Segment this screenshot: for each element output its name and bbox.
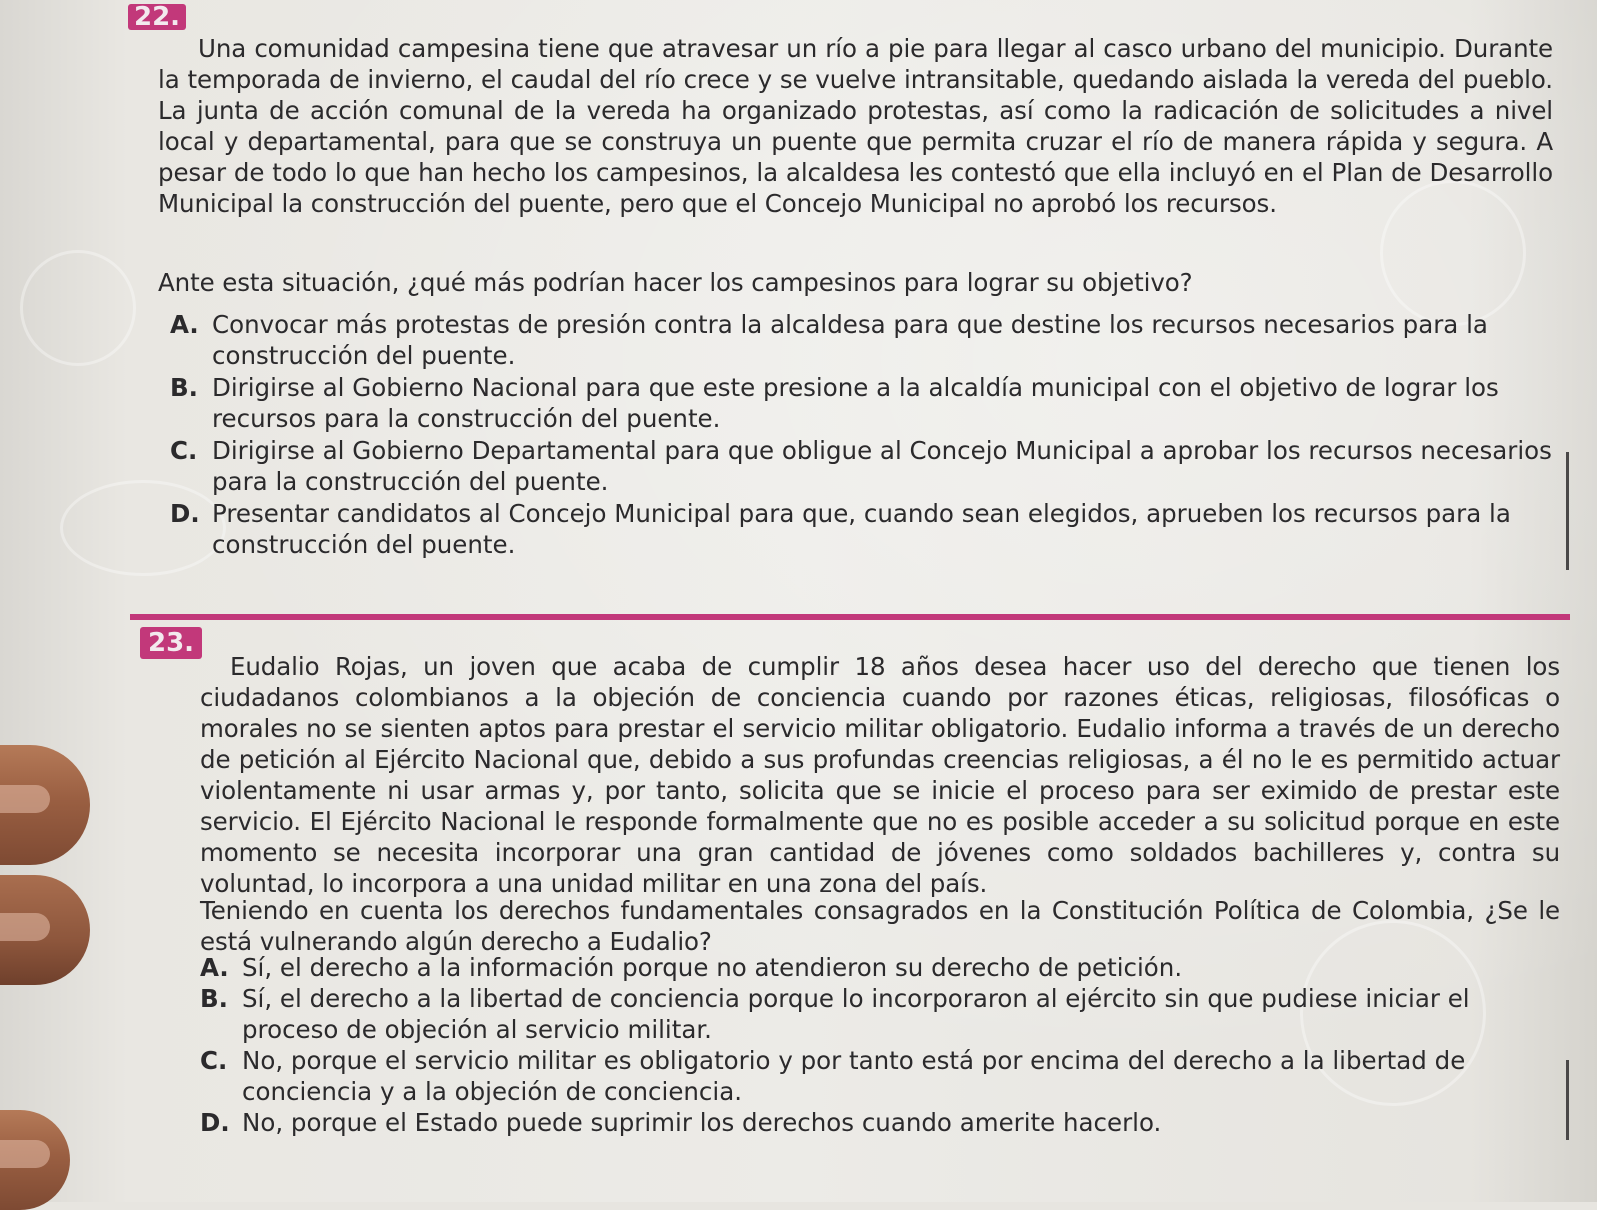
page-edge-mark [1566,1060,1569,1140]
finger-holding-page [0,745,90,865]
answer-option-a[interactable] [200,952,1560,983]
option-letter: C. [200,1046,228,1075]
finger-holding-page [0,1110,70,1210]
question-number: 22. [128,4,186,30]
answer-option-d[interactable] [200,1107,1560,1138]
question-number: 23. [140,627,202,659]
fingernail [0,913,50,941]
option-letter: A. [200,953,229,982]
option-text: No, porque el Estado puede suprimir los derechos cuando amerite hacerlo. [242,1108,1162,1137]
option-text: Convocar más protestas de presión contra la alcaldesa para que destine los recursos necesarios para la construcción del puente. [212,310,1488,370]
question-prompt: Ante esta situación, ¿qué más podrían hacer los campesinos para lograr su objetivo? [158,267,1193,297]
option-letter: B. [200,984,228,1013]
answer-option-d[interactable] [170,498,1555,560]
answer-option-b[interactable] [200,983,1560,1045]
section-divider [130,614,1570,620]
answer-option-c[interactable] [200,1045,1560,1107]
answer-option-c[interactable] [170,435,1555,497]
option-text: No, porque el servicio militar es obligatorio y por tanto está por encima del derecho a la libertad de conciencia y a la objeción de conciencia. [242,1046,1466,1106]
answer-options [200,952,1560,1138]
option-letter: C. [170,436,198,465]
option-letter: A. [170,310,199,339]
question-stem: Una comunidad campesina tiene que atravesar un río a pie para llegar al casco urbano del municipio. Durante la temporada de invierno, el caudal del río crece y se vuelve intransitable, quedando aislada la vereda del pueblo. La junta de acción comunal de la vereda ha organizado protestas, así como la radicación de solicitudes a nivel local y departamental, para que se construya un puente que permita cruzar el río de manera rápida y segura. A pesar de todo lo que han hecho los campesinos, la alcaldesa les contestó que ella incluyó en el Plan de Desarrollo Municipal la construcción del puente, pero que el Concejo Municipal no aprobó los recursos. [158,33,1553,218]
answer-options [170,309,1555,561]
option-letter: D. [170,499,200,528]
fingernail [0,785,50,813]
option-text: Sí, el derecho a la información porque no atendieron su derecho de petición. [242,953,1183,982]
finger-holding-page [0,875,90,985]
answer-option-b[interactable] [170,372,1555,434]
background-ornament [20,250,136,366]
question-stem: Eudalio Rojas, un joven que acaba de cumplir 18 años desea hacer uso del derecho que tienen los ciudadanos colombianos a la objeción de conciencia cuando por razones éticas, religiosas, filosóficas o morales no se sienten aptos para prestar el servicio militar obligatorio. Eudalio informa a través de un derecho de petición al Ejército Nacional que, debido a sus profundas creencias religiosas, a él no le es permitido actuar violentamente ni usar armas y, por tanto, solicita que se inicie el proceso para ser eximido de prestar este servicio. El Ejército Nacional le responde formalmente que no es posible acceder a su solicitud porque en este momento se necesita incorporar una gran cantidad de jóvenes como soldados bachilleres y, contra su voluntad, lo incorpora a una unidad militar en una zona del país. [200,651,1560,898]
option-text: Dirigirse al Gobierno Departamental para que obligue al Concejo Municipal a aprobar los recursos necesarios para la construcción del puente. [212,436,1552,496]
option-letter: D. [200,1108,230,1137]
answer-option-a[interactable] [170,309,1555,371]
option-text: Presentar candidatos al Concejo Municipal para que, cuando sean elegidos, aprueben los recursos para la construcción del puente. [212,499,1511,559]
fingernail [0,1140,50,1168]
page-edge-mark [1566,452,1569,570]
option-letter: B. [170,373,198,402]
question-prompt: Teniendo en cuenta los derechos fundamentales consagrados en la Constitución Política de Colombia, ¿Se le está vulnerando algún derecho a Eudalio? [200,895,1560,956]
option-text: Sí, el derecho a la libertad de conciencia porque lo incorporaron al ejército sin que pudiese iniciar el proceso de objeción al servicio militar. [242,984,1470,1044]
option-text: Dirigirse al Gobierno Nacional para que este presione a la alcaldía municipal con el objetivo de lograr los recursos para la construcción del puente. [212,373,1499,433]
